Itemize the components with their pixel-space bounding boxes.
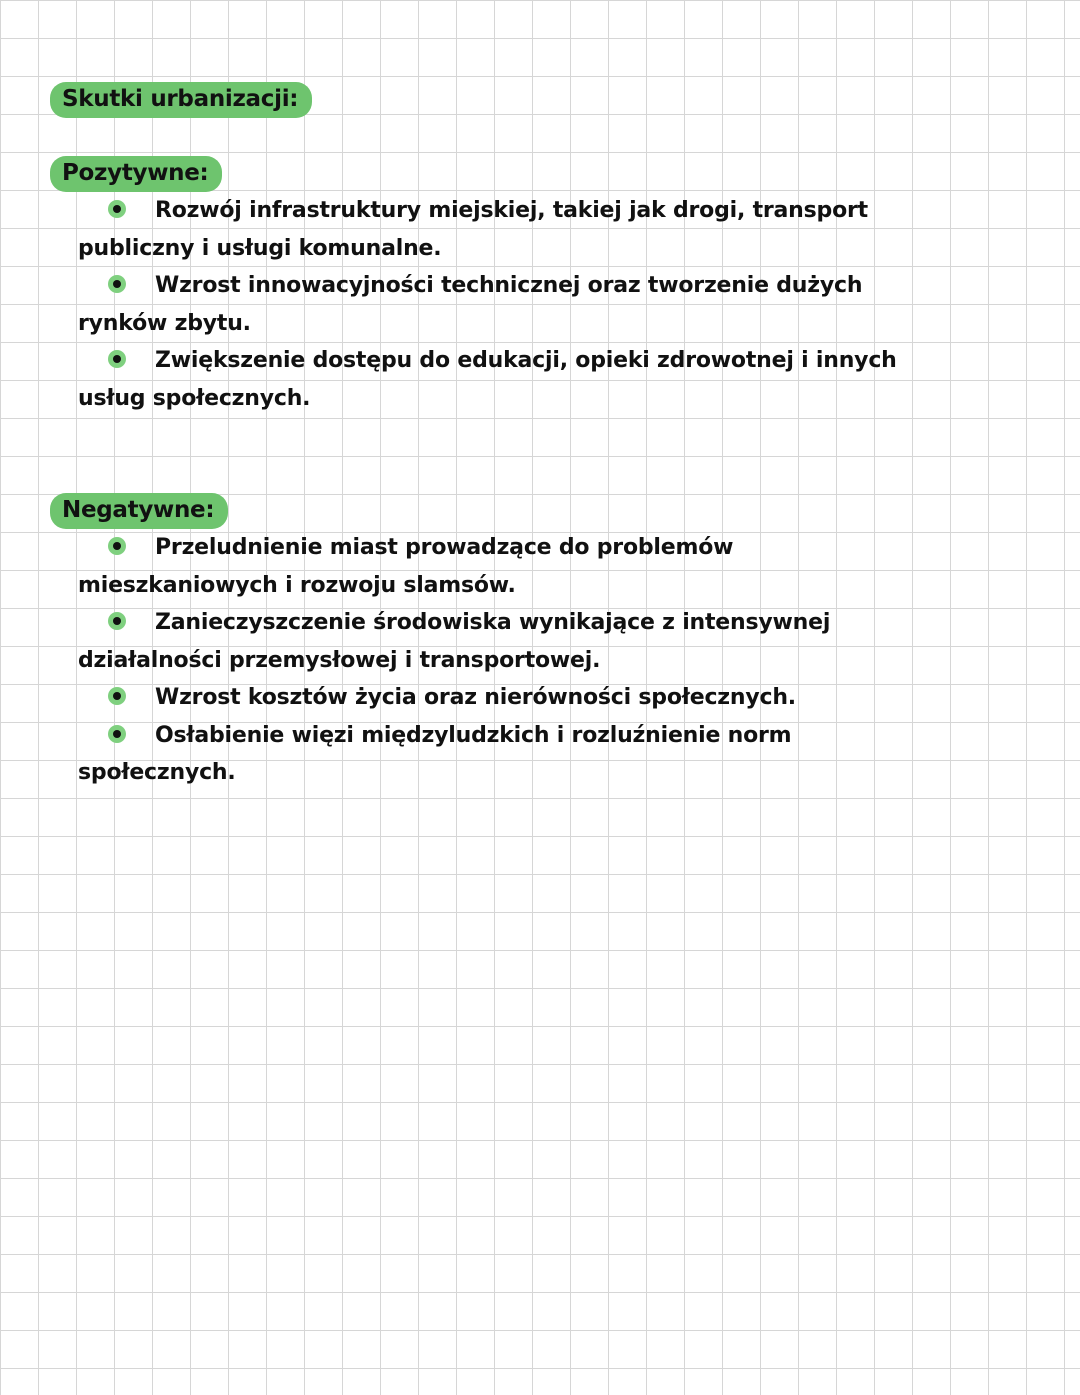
list-item xyxy=(78,679,938,717)
page-title: Skutki urbanizacji: xyxy=(50,82,312,118)
positive-list xyxy=(78,192,938,417)
list-item xyxy=(78,342,938,417)
list-item xyxy=(78,529,938,604)
list-item-text: Przeludnienie miast prowadzące do problemów mieszkaniowych i rozwoju slamsów. xyxy=(78,535,734,598)
list-item xyxy=(78,192,938,267)
list-item-text: Zwiększenie dostępu do edukacji, opieki zdrowotnej i innych usług społecznych. xyxy=(78,348,897,411)
positive-heading: Pozytywne: xyxy=(50,156,222,192)
list-item xyxy=(78,267,938,342)
list-item-text: Wzrost kosztów życia oraz nierówności społecznych. xyxy=(155,685,796,710)
bullet-icon xyxy=(108,350,126,368)
bullet-icon xyxy=(108,275,126,293)
list-item xyxy=(78,604,938,679)
negative-list xyxy=(78,529,938,792)
list-item-text: Zanieczyszczenie środowiska wynikające z intensywnej działalności przemysłowej i transportowej. xyxy=(78,610,831,673)
list-item-text: Osłabienie więzi międzyludzkich i rozluźnienie norm społecznych. xyxy=(78,722,792,785)
bullet-icon xyxy=(108,687,126,705)
bullet-icon xyxy=(108,612,126,630)
negative-heading: Negatywne: xyxy=(50,493,228,529)
bullet-icon xyxy=(108,725,126,743)
bullet-icon xyxy=(108,200,126,218)
list-item xyxy=(78,717,938,792)
bullet-icon xyxy=(108,537,126,555)
list-item-text: Wzrost innowacyjności technicznej oraz tworzenie dużych rynków zbytu. xyxy=(78,273,863,336)
list-item-text: Rozwój infrastruktury miejskiej, takiej jak drogi, transport publiczny i usługi komunalne. xyxy=(78,198,868,261)
